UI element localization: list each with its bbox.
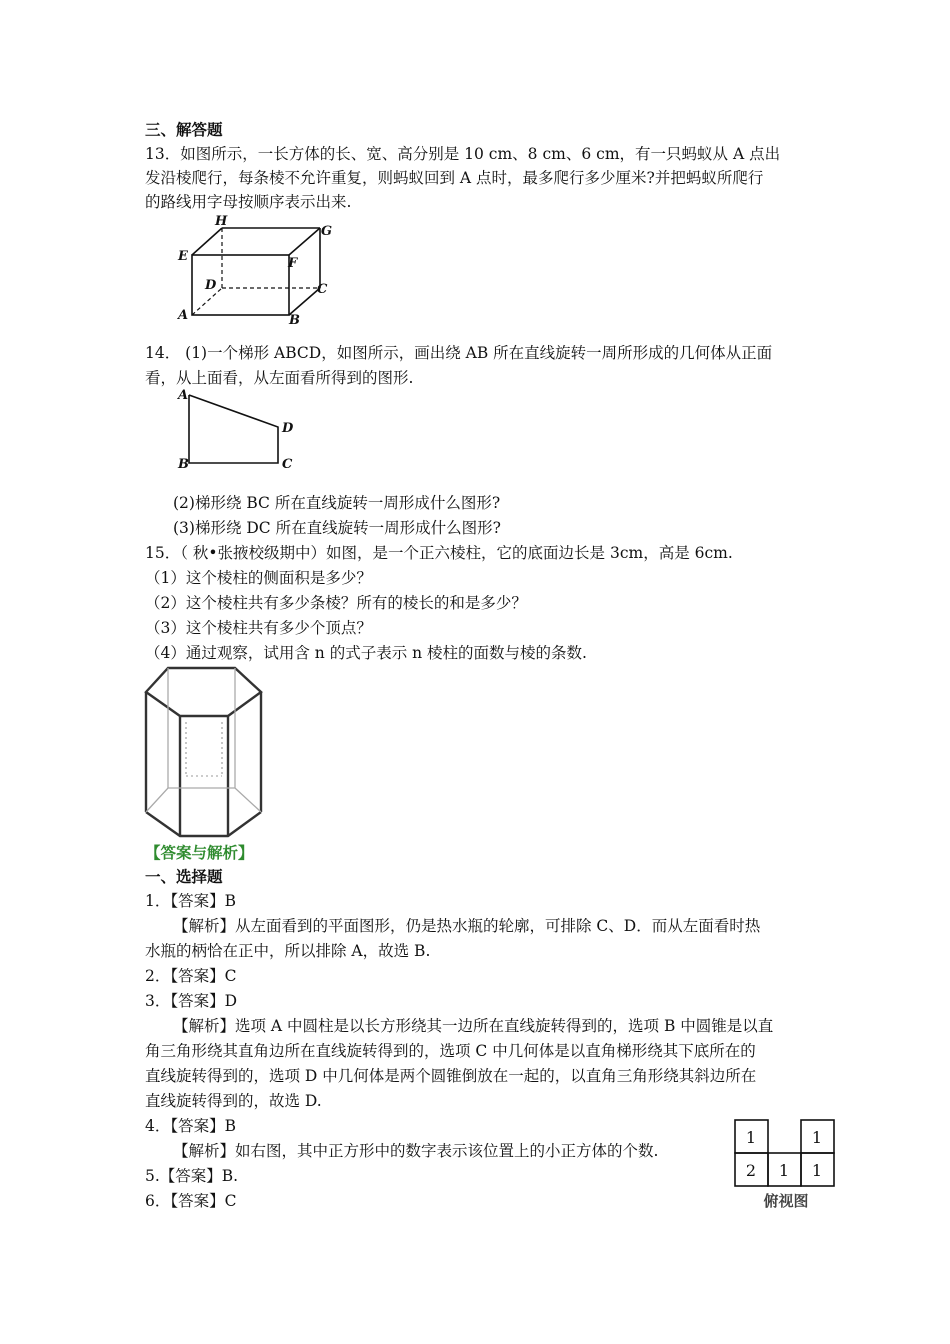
q14-line1: 14． (1)一个梯形 ABCD，如图所示，画出绕 AB 所在直线旋转一周所形成的几何体从正面 [145,344,773,362]
label-d: D [205,278,217,293]
answer-1: 1．【答案】B [145,892,237,910]
top-view-cell-r2c1: 2 [745,1161,757,1180]
q15-sub1: （1）这个棱柱的侧面积是多少？ [145,569,372,587]
label-c: C [282,457,293,472]
top-view-figure [733,1118,839,1214]
answer-5: 5.【答案】B. [145,1167,239,1185]
answers-header: 【答案与解析】 [145,843,254,862]
label-f: F [288,256,298,271]
answer-3: 3．【答案】D [145,992,238,1010]
q13-line3: 的路线用字母按顺序表示出来. [145,193,352,211]
answer-1-exp-line1: 【解析】从左面看到的平面图形，仍是热水瓶的轮廓，可排除 C、D．而从左面看时热 [173,917,761,935]
q13-line2: 发沿棱爬行，每条棱不允许重复，则蚂蚁回到 A 点时，最多爬行多少厘米?并把蚂蚁所爬行 [145,169,764,187]
label-a: A [178,388,189,403]
q14-line2: 看，从上面看，从左面看所得到的图形. [145,369,414,387]
answer-3-exp-line4: 直线旋转得到的，故选 D. [145,1092,322,1110]
answer-4-exp: 【解析】如右图，其中正方形中的数字表示该位置上的小正方体的个数. [173,1142,659,1160]
q14-line4: (3)梯形绕 DC 所在直线旋转一周形成什么图形? [173,519,501,537]
q15-sub4: （4）通过观察，试用含 n 的式子表示 n 棱柱的面数与棱的条数. [145,644,587,662]
section-title: 三、解答题 [145,120,223,139]
label-c: C [317,282,328,297]
answer-3-exp-line1: 【解析】选项 A 中圆柱是以长方形绕其一边所在直线旋转得到的，选项 B 中圆锥是以直 [173,1017,774,1035]
top-view-cell-r2c3: 1 [811,1161,823,1180]
q15-sub3: （3）这个棱柱共有多少个顶点？ [145,619,372,637]
label-b: B [289,313,300,328]
q15-sub2: （2）这个棱柱共有多少条棱？所有的棱长的和是多少？ [145,594,527,612]
label-e: E [178,249,188,264]
top-view-cell-r1c1: 1 [745,1128,757,1147]
q15-line1: 15．（ 秋•张掖校级期中）如图，是一个正六棱柱，它的底面边长是 3cm，高是 6cm. [145,544,733,562]
answer-6: 6．【答案】C [145,1192,237,1210]
label-h: H [215,214,228,229]
answer-3-exp-line2: 角三角形绕其直角边所在直线旋转得到的，选项 C 中几何体是以直角梯形绕其下底所在的 [145,1042,756,1060]
answer-3-exp-line3: 直线旋转得到的，选项 D 中几何体是两个圆锥倒放在一起的，以直角三角形绕其斜边所在 [145,1067,757,1085]
answer-4: 4．【答案】B [145,1117,237,1135]
q13-line1: 13．如图所示，一长方体的长、宽、高分别是 10 cm、8 cm、6 cm，有一只蚂蚁从 A 点出 [145,145,781,163]
label-g: G [321,224,333,239]
cuboid-figure [175,214,335,328]
answer-2: 2．【答案】C [145,967,237,985]
answer-1-exp-line2: 水瓶的柄恰在正中，所以排除 A，故选 B. [145,942,431,960]
hexagonal-prism-figure [140,664,265,840]
top-view-cell-r2c2: 1 [778,1161,790,1180]
label-d: D [282,421,294,436]
trapezoid-figure [175,385,305,475]
top-view-cell-r1c3: 1 [811,1128,823,1147]
answers-section1: 一、选择题 [145,867,223,886]
label-a: A [178,308,189,323]
top-view-caption: 俯视图 [763,1192,809,1210]
q14-line3: (2)梯形绕 BC 所在直线旋转一周形成什么图形? [173,494,501,512]
label-b: B [178,457,189,472]
